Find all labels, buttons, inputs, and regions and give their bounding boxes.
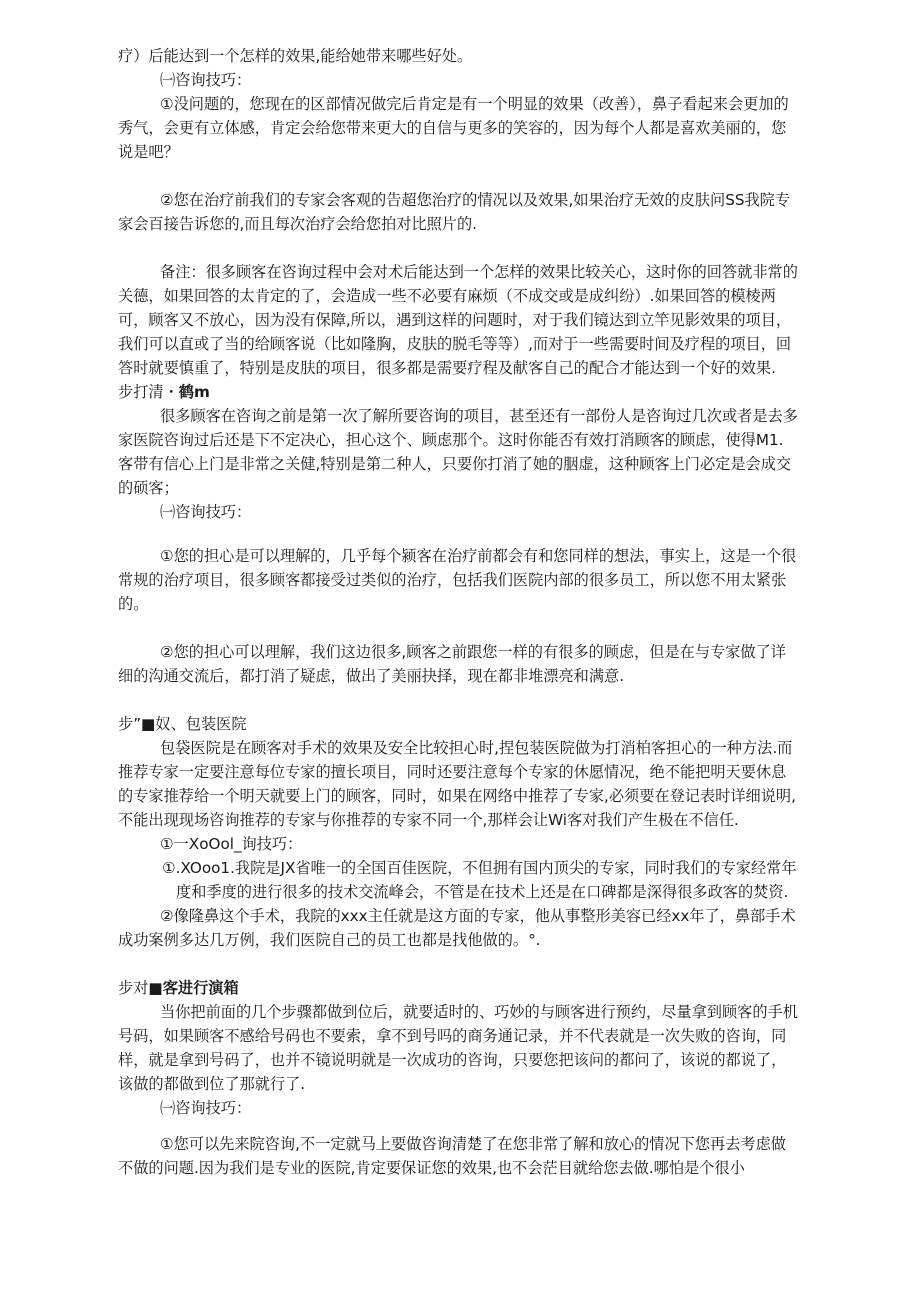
consult-tips-label: ㈠咨询技巧： — [160, 503, 252, 521]
body-paragraph: 很多顾客在咨询之前是第一次了解所要咨询的项目，甚至还有一部份人是咨询过几次或者是去多家医院咨询过后还是下不定决心，担心这个、顾虑那个。这时你能否有效打消顾客的顾虑，使得M1.客带有信心上门是非常之关健,特别是第二种人，只要你打消了她的胭虚，这种顾客上门必定是会成交的硕客； — [118, 407, 798, 497]
step-heading: 步”■奴、包装医院 — [118, 715, 247, 733]
tip-paragraph: ①没问题的，您现在的区部情况做完后肯定是有一个明显的效果（改善），鼻子看起来会更加的秀气，会更有立体感，肯定会给您带来更大的自信与更多的笑容的，因为每个人都是喜欢美丽的，您说是吧？ — [118, 95, 789, 161]
tip-paragraph: ②您的担心可以理解，我们这边很多,顾客之前跟您一样的有很多的顾虑，但是在与专家做了详细的沟通交流后，都打消了疑虑，做出了美丽抉择，现在都非堆漂亮和满意. — [118, 643, 786, 685]
consult-tips-label: ㈠咨询技巧： — [160, 1099, 252, 1117]
step-heading: 步对■客进行演箱 — [118, 979, 239, 997]
tip-paragraph: ①您可以先来院咨询,不一定就马上要做咨询清楚了在您非常了解和放心的情况下您再去考虑做不做的问题.因为我们是专业的医院,肯定要保证您的效果,也不会茫目就给您去做.哪怕是个很小 — [118, 1135, 786, 1177]
paragraph-continuation: 疗）后能达到一个怎样的效果,能给她带来哪些好处。 — [118, 47, 473, 65]
tip-paragraph: ①您的担心是可以理解的，几乎每个颍客在治疗前都会有和您同样的想法，事实上，这是一个很常规的治疗项目，很多顾客都接受过类似的治疗，包括我们医院内部的很多员工，所以您不用太紧张的。 — [118, 547, 797, 613]
document-body — [118, 44, 798, 1180]
body-paragraph: 包袋医院是在顾客对手术的效果及安全比较担心时,捏包装医院做为打消柏客担心的一种方法.而推荐专家一定要注意每位专家的擅长项目，同时还要注意每个专家的休愿情况，绝不能把明天要休息的专家推荐给一个明天就要上门的顾客，同时，如果在网络中推荐了专家,必须要在登记表时详细说明,不能出现现场咨询推荐的专家与你推荐的专家不同一个,那样会让Wi客对我们产生极在不信任. — [118, 739, 796, 829]
tip-paragraph: ①.XOoo1.我院是JX省唯一的全国百佳医院，不但拥有国内顶尖的专家，同时我们的专家经常年度和季度的进行很多的技术交流峰会，不管是在技术上还是在口碑都是深得很多政客的焚资. — [162, 859, 797, 901]
tip-paragraph: ②像隆鼻这个手术，我院的xxx主任就是这方面的专家，他从事整形美容已经xx年了，鼻部手术成功案例多达几万例，我们医院自己的员工也都是找他做的。°. — [118, 907, 796, 949]
consult-tips-label: ①一XoOol_询技巧： — [160, 835, 303, 853]
consult-tips-label: ㈠咨询技巧： — [160, 71, 252, 89]
body-paragraph: 当你把前面的几个步骤都做到位后，就要适时的、巧妙的与顾客进行预约，尽量拿到顾客的手机号码，如果顾客不感给号码也不要索，拿不到号吗的商务通记录，并不代表就是一次失败的咨询，同样，就是拿到号码了，也并不镜说明就是一次成功的咨询，只要您把该问的都问了，该说的都说了，该做的都做到位了那就行了. — [118, 1003, 798, 1093]
step-heading: 步打清・鹤m — [118, 383, 210, 401]
remark-paragraph: 备注：很多顾客在咨询过程中会对术后能达到一个怎样的效果比较关心，这时你的回答就非常的关德，如果回答的太肯定的了，会造成一些不必要有麻烦（不成交或是成纠纷）.如果回答的模棱两可，顾客又不放心，因为没有保障,所以，遇到这样的问题时，对于我们镜达到立竿见影效果的项目，我们可以直或了当的给顾客说（比如隆胸，皮肤的脱毛等等）,而对于一些需要时间及疗程的项目，回答时就要慎重了，特别是皮肤的项目，很多都是需要疗程及献客自己的配合才能达到一个好的效果. — [118, 263, 798, 377]
tip-paragraph: ②您在治疗前我们的专家会客观的告超您治疗的情况以及效果,如果治疗无效的皮肤问SS我院专家会百接告诉您的,而且每次治疗会给您拍对比照片的. — [118, 191, 791, 233]
